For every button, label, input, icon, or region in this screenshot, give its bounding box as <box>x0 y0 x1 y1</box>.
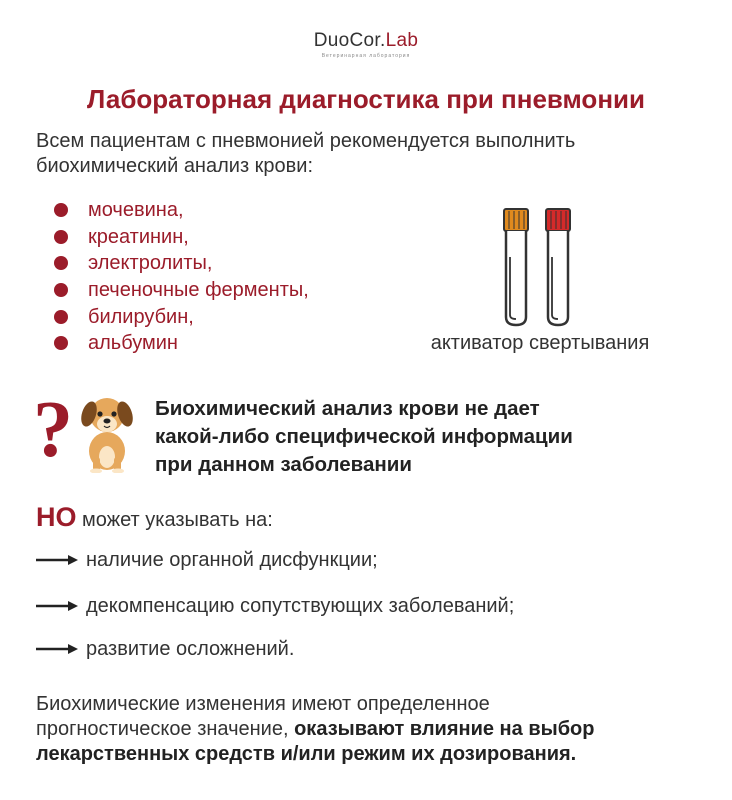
intro-line-2: биохимический анализ крови: <box>36 155 314 177</box>
dog-icon <box>76 391 138 473</box>
test-name: мочевина, <box>88 199 184 221</box>
test-tubes-illustration <box>490 205 590 330</box>
indication-text: наличие органной дисфункции; <box>86 549 378 571</box>
test-name: электролиты, <box>88 252 213 275</box>
footer-line-3-bold: лекарственных средств и/или режим их дозирования. <box>36 743 577 765</box>
warning-statement <box>155 395 715 479</box>
list-item <box>52 224 309 251</box>
logo-brand-lab: Lab <box>385 30 419 51</box>
tube-caption: активатор свертывания <box>430 332 650 354</box>
footer-line-1: Биохимические изменения имеют определенное <box>36 693 490 715</box>
warning-line-2: какой-либо специфической информации <box>155 425 573 448</box>
footer-line-2 <box>36 717 706 742</box>
logo-tagline: Ветеринарная лаборатория <box>321 53 411 59</box>
bullet-icon <box>54 336 68 350</box>
intro-paragraph <box>36 129 696 179</box>
logo-brand-main: DuoCor. <box>313 30 386 51</box>
but-rest: может указывать на: <box>76 509 273 531</box>
footer-line-2-normal: прогностическое значение, <box>36 718 295 740</box>
test-name: печеночные ферменты, <box>88 279 309 302</box>
arrow-right-icon <box>36 600 78 612</box>
bullet-icon <box>54 203 68 217</box>
test-name: креатинин, <box>88 225 189 248</box>
warning-line-1: Биохимический анализ крови не дает <box>155 397 540 420</box>
tests-list <box>52 197 309 357</box>
red-tube-icon <box>546 209 570 325</box>
page-title: Лабораторная диагностика при пневмонии <box>87 84 645 114</box>
indication-text: декомпенсацию сопутствующих заболеваний; <box>86 595 515 617</box>
list-item <box>52 250 309 277</box>
brand-logo <box>0 30 732 59</box>
list-item <box>52 277 309 304</box>
logo-wordmark <box>0 30 732 52</box>
list-item <box>52 304 309 331</box>
arrow-right-icon <box>36 554 78 566</box>
bullet-icon <box>54 310 68 324</box>
test-name: альбумин <box>88 332 178 355</box>
bullet-icon <box>54 283 68 297</box>
bullet-icon <box>54 230 68 244</box>
list-item <box>52 197 309 224</box>
orange-tube-icon <box>504 209 528 325</box>
but-word: НО <box>36 502 77 532</box>
footer-line-2-bold: оказывают влияние на выбор <box>294 718 595 740</box>
arrow-right-icon <box>36 643 78 655</box>
but-heading <box>36 502 273 533</box>
footer-line-3 <box>36 742 706 767</box>
warning-line-3: при данном заболевании <box>155 453 412 476</box>
test-name: билирубин, <box>88 305 194 328</box>
indication-text: развитие осложнений. <box>86 638 295 660</box>
question-mark-icon: ? <box>33 386 73 474</box>
bullet-icon <box>54 256 68 270</box>
intro-line-1: Всем пациентам с пневмонией рекомендуется выполнить <box>36 130 576 152</box>
footer-paragraph <box>36 692 706 767</box>
list-item <box>52 330 309 357</box>
